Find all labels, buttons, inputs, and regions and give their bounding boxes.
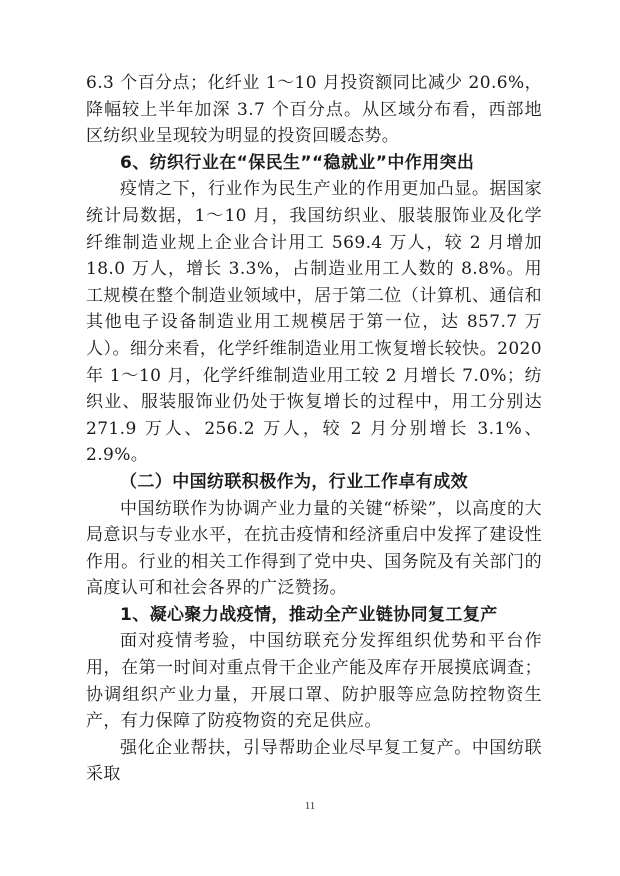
- body-paragraph: 强化企业帮扶，引导帮助企业尽早复工复产。中国纺联采取: [86, 737, 542, 785]
- body-paragraph: 6.3 个百分点；化纤业 1～10 月投资额同比减少 20.6%，降幅较上半年加深 3.7 个百分点。从区域分布看，西部地区纺织业呈现较为明显的投资回暖态势。: [86, 73, 542, 147]
- body-paragraph: 面对疫情考验，中国纺联充分发挥组织优势和平台作用，在第一时间对重点骨干企业产能及库存开展摸底调查；协调组织产业力量，开展口罩、防护服等应急防控物资生产，有力保障了防疫物资的充足供应。: [86, 631, 542, 732]
- section-heading: 1、凝心聚力战疫情，推动全产业链协同复工复产: [120, 604, 498, 625]
- body-paragraph: 中国纺联作为协调产业力量的关键“桥梁”，以高度的大局意识与专业水平，在抗击疫情和经济重启中发挥了建设性作用。行业的相关工作得到了党中央、国务院及有关部门的高度认可和社会各界的广泛赞扬。: [86, 498, 542, 599]
- body-paragraph: 疫情之下，行业作为民生产业的作用更加凸显。据国家统计局数据，1～10 月，我国纺织业、服装服饰业及化学纤维制造业规上企业合计用工 569.4 万人，较 2 月增加 18.0 万人，增长 3.3%，占制造业用工人数的 8.8%。用工规模在整个制造业领域中，居于第二位（计算机、通信和其他电子设备制造业用工规模居于第一位，达 857.7 万人）。细分来看，化学纤维制造业用工恢复增长较快。2020 年 1～10 月，化学纤维制造业用工较 2 月增长 7.0%；纺织业、服装服饰业仍处于恢复增长的过程中，用工分别达 271.9 万人、256.2 万人，较 2 月分别增长 3.1%、2.9%。: [86, 179, 542, 466]
- page-number: 11: [304, 800, 316, 812]
- section-heading: （二）中国纺联积极作为，行业工作卓有成效: [120, 471, 468, 492]
- section-heading: 6、纺织行业在“保民生”“稳就业”中作用突出: [120, 152, 475, 173]
- document-body: [86, 70, 542, 788]
